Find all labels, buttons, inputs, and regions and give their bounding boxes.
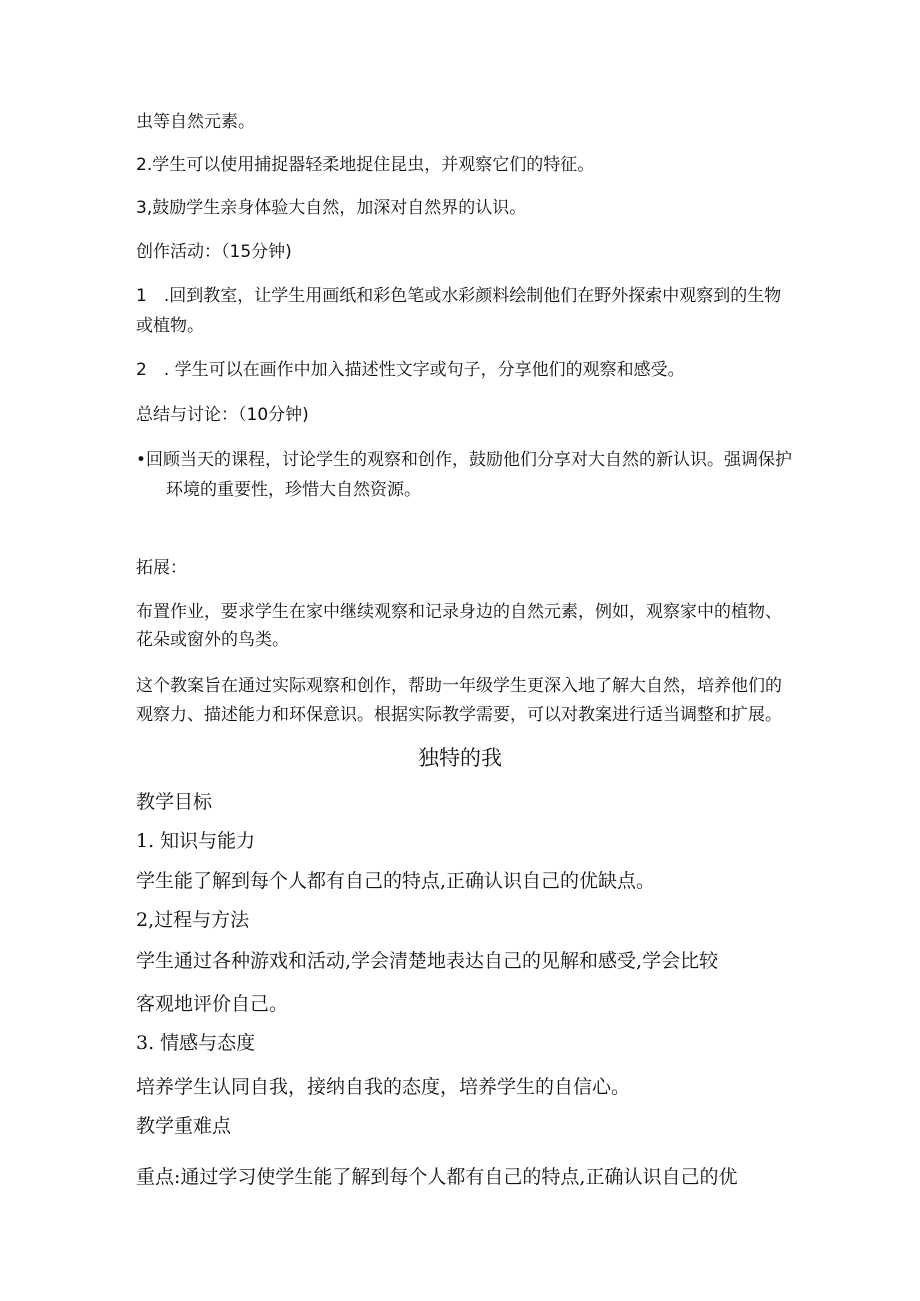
text-line: 培养学生认同自我，接纳自我的态度，培养学生的自信心。 (136, 1076, 631, 1098)
lesson-title: 独特的我 (418, 746, 502, 770)
list-item: 2.学生可以使用捕捉器轻柔地捉住昆虫，并观察它们的特征。 (136, 155, 595, 175)
section-heading: 教学目标 (136, 791, 213, 813)
text-line: 花朵或窗外的鸟类。 (136, 630, 289, 650)
section-heading: 总结与讨论：（10分钟) (136, 405, 309, 425)
text-line: 布置作业，要求学生在家中继续观察和记录身边的自然元素，例如，观察家中的植物、 (136, 602, 782, 622)
list-item: 2 . 学生可以在画作中加入描述性文字或句子，分享他们的观察和感受。 (136, 360, 685, 380)
subsection-heading: 3. 情感与态度 (136, 1032, 256, 1054)
text-line: 这个教案旨在通过实际观察和创作，帮助一年级学生更深入地了解大自然，培养他们的 (136, 676, 782, 696)
list-item: 3,鼓励学生亲身体验大自然，加深对自然界的认识。 (136, 198, 527, 218)
section-heading: 拓展： (136, 558, 187, 578)
section-heading: 教学重难点 (136, 1115, 232, 1137)
list-item: •回顾当天的课程，讨论学生的观察和创作，鼓励他们分享对大自然的新认识。强调保护 (136, 450, 793, 470)
text-line: 环境的重要性，珍惜大自然资源。 (166, 480, 421, 500)
subsection-heading: 1. 知识与能力 (136, 830, 256, 852)
text-line: 客观地评价自己。 (136, 993, 289, 1015)
text-line: 学生通过各种游戏和活动,学会清楚地表达自己的见解和感受,学会比较 (136, 950, 719, 972)
text-line: 虫等自然元素。 (136, 112, 255, 132)
section-heading: 创作活动：（15分钟) (136, 242, 292, 262)
text-line: 重点:通过学习使学生能了解到每个人都有自己的特点,正确认识自己的优 (136, 1166, 738, 1188)
list-item: 1 .回到教室，让学生用画纸和彩色笔或水彩颜料绘制他们在野外探索中观察到的生物 (136, 286, 782, 306)
text-line: 学生能了解到每个人都有自己的特点,正确认识自己的优缺点。 (136, 870, 656, 892)
text-line: 或植物。 (136, 316, 204, 336)
text-line: 观察力、描述能力和环保意识。根据实际教学需要，可以对教案进行适当调整和扩展。 (136, 705, 782, 725)
subsection-heading: 2,过程与方法 (136, 909, 250, 931)
